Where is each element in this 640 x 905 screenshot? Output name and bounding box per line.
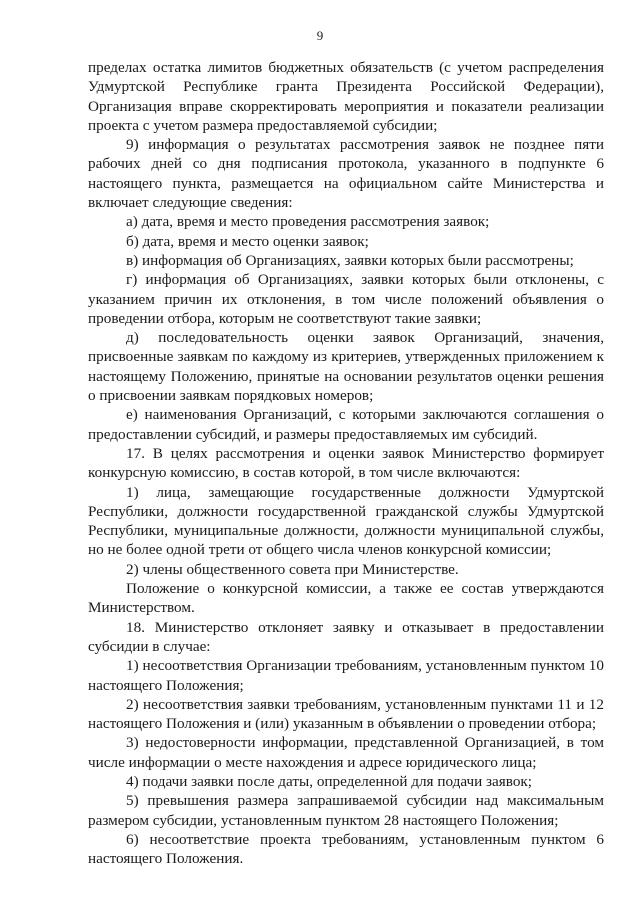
paragraph: 5) превышения размера запрашиваемой субсидии над максимальным размером субсидии, установленным пунктом 28 настоящего Положения; xyxy=(88,792,604,829)
paragraph: а) дата, время и место проведения рассмотрения заявок; xyxy=(126,213,490,231)
paragraph: г) информация об Организациях, заявки которых были отклонены, с указанием причин их отклонения, в том числе положений объявления о проведении отбора, которым не соответствуют такие заявки; xyxy=(88,271,604,327)
paragraph: в) информация об Организациях, заявки которых были рассмотрены; xyxy=(126,251,574,269)
paragraph: 2) члены общественного совета при Министерстве. xyxy=(126,560,459,578)
paragraph: 17. В целях рассмотрения и оценки заявок Министерство формирует конкурсную комиссию, в состав которой, в том числе включаются: xyxy=(88,444,604,482)
paragraph: 2) несоответствия заявки требованиям, установленным пунктами 11 и 12 настоящего Положения и (или) указанным в объявлении о проведении отбора; xyxy=(88,695,604,733)
paragraph: пределах остатка лимитов бюджетных обязательств (с учетом распределения Удмуртской Республике гранта Президента Российской Федерации), Организация вправе скорректировать мероприятия и показатели реализации проекта с учетом размера предоставляемой субсидии; xyxy=(88,59,604,134)
paragraph: Положение о конкурсной комиссии, а также ее состав утверждаются Министерством. xyxy=(88,580,604,617)
paragraph: 4) подачи заявки после даты, определенной для подачи заявок; xyxy=(126,772,533,790)
paragraph: 9) информация о результатах рассмотрения заявок не позднее пяти рабочих дней со дня подписания протокола, указанного в подпункте 6 настоящего пункта, размещается на официальном сайте Министерства и включает следующие сведения: xyxy=(88,136,604,212)
paragraph: 18. Министерство отклоняет заявку и отказывает в предоставлении субсидии в случае: xyxy=(88,618,604,655)
paragraph: 1) несоответствия Организации требованиям, установленным пунктом 10 настоящего Положения; xyxy=(88,657,604,694)
paragraph: б) дата, время и место оценки заявок; xyxy=(126,232,369,250)
paragraph: 1) лица, замещающие государственные должности Удмуртской Республики, должности государственной гражданской службы Удмуртской Республики, муниципальные должности, должности муниципальной службы, но не более одной трети от общего числа членов конкурсной комиссии; xyxy=(88,483,604,559)
paragraph: 6) несоответствие проекта требованиям, установленным пунктом 6 настоящего Положения. xyxy=(88,830,604,868)
paragraph: 3) недостоверности информации, представленной Организацией, в том числе информации о месте нахождения и адресе юридического лица; xyxy=(88,734,604,771)
document-body xyxy=(88,58,604,868)
paragraph: д) последовательность оценки заявок Организаций, значения, присвоенные заявкам по каждому из критериев, утвержденных приложением к настоящему Положению, принятые на основании результатов оценки решения о присвоении заявкам порядковых номеров; xyxy=(88,329,604,405)
page-number: 9 xyxy=(316,28,324,43)
paragraph: е) наименования Организаций, с которыми заключаются соглашения о предоставлении субсидий, и размеры предоставляемых им субсидий. xyxy=(88,406,604,443)
